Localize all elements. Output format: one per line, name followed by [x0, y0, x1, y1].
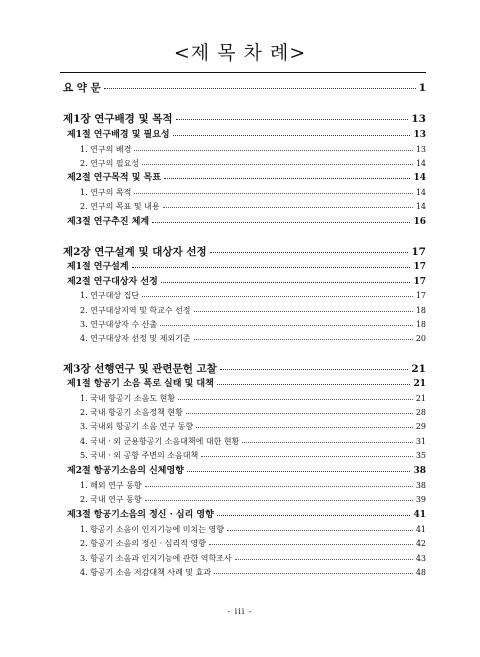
toc-entry[interactable] — [67, 278, 426, 287]
dot-leader — [214, 573, 413, 574]
toc-entry[interactable] — [80, 189, 426, 197]
dot-leader — [152, 222, 410, 223]
dot-leader — [220, 369, 409, 370]
toc-entry-page: 14 — [415, 188, 426, 197]
toc-entry-page: 17 — [411, 246, 426, 258]
toc-entry-label: 요 약 문 — [63, 82, 101, 94]
toc-entry[interactable] — [67, 131, 426, 140]
toc-entry[interactable] — [63, 247, 426, 258]
dot-leader — [145, 486, 413, 487]
toc-entry[interactable] — [80, 526, 426, 534]
toc-entry-page: 13 — [415, 145, 426, 154]
toc-entry-page: 35 — [415, 451, 426, 460]
toc-entry[interactable] — [80, 423, 426, 431]
toc-entry-label: 1. 연구대상 집단 — [80, 291, 140, 300]
toc-entry-label: 4. 항공기 소음 저감대책 사례 및 효과 — [80, 568, 212, 577]
toc-entry[interactable] — [80, 203, 426, 211]
toc-entry-page: 1 — [418, 82, 426, 94]
toc-entry[interactable] — [67, 467, 426, 476]
toc-entry-label: 2. 국내 항공기 소음정책 현황 — [80, 408, 183, 417]
toc-entry[interactable] — [63, 364, 426, 375]
toc-entry-label: 1. 해외 연구 동향 — [80, 481, 142, 490]
toc-entry[interactable] — [80, 482, 426, 490]
toc-entry-label: 제3절 항공기소음의 정신 · 심리 영향 — [67, 510, 214, 520]
toc-entry-label: 제1절 항공기 소음 폭로 실태 및 대책 — [67, 379, 214, 389]
toc-entry-label: 제3장 선행연구 및 관련문헌 고찰 — [63, 363, 217, 375]
toc-entry-page: 38 — [413, 466, 426, 476]
dot-leader — [176, 119, 409, 120]
toc-entry-page: 39 — [415, 495, 426, 504]
toc-entry[interactable] — [80, 146, 426, 154]
toc-entry-page: 20 — [415, 334, 426, 343]
dot-leader — [196, 427, 413, 428]
dot-leader — [201, 456, 413, 457]
dot-leader — [194, 311, 413, 312]
toc-entry-label: 1. 연구의 목적 — [80, 188, 132, 197]
dot-leader — [160, 325, 413, 326]
toc-entry-page: 38 — [415, 481, 426, 490]
toc-entry-label: 3. 연구대상자 수 산출 — [80, 320, 158, 329]
dot-leader — [178, 399, 413, 400]
title-rule — [60, 72, 426, 73]
toc-entry[interactable] — [63, 114, 426, 125]
dot-leader — [217, 515, 411, 516]
toc-entry-page: 18 — [415, 320, 426, 329]
toc-entry[interactable] — [67, 218, 426, 227]
toc-entry[interactable] — [67, 380, 426, 389]
toc-entry-label: 3. 항공기 소음과 인지기능에 관한 역학조사 — [80, 554, 232, 563]
toc-entry[interactable] — [63, 83, 426, 94]
toc-entry-page: 28 — [415, 408, 426, 417]
toc-entry[interactable] — [80, 335, 426, 343]
page-number: - iii - — [227, 607, 253, 616]
toc-entry-label: 1. 국내 항공기 소음도 현황 — [80, 394, 176, 403]
toc-entry-label: 제2장 연구설계 및 대상자 선정 — [63, 246, 207, 258]
toc-entry-label: 제2절 항공기소음의 신체영향 — [67, 466, 184, 476]
toc-entry-label: 제1절 연구배경 및 필요성 — [67, 130, 170, 140]
toc-entry-label: 2. 항공기 소음의 정신 · 심리적 영향 — [80, 539, 206, 548]
toc-entry[interactable] — [80, 409, 426, 417]
toc-entry-page: 14 — [415, 159, 426, 168]
dot-leader — [164, 178, 411, 179]
toc-entry-page: 13 — [413, 130, 426, 140]
dot-leader — [104, 88, 416, 89]
toc-entry[interactable] — [80, 438, 426, 446]
toc-entry-page: 42 — [415, 539, 426, 548]
toc-entry-label: 2. 연구대상지역 및 학교수 선정 — [80, 306, 191, 315]
toc-entry-label: 제1절 연구설계 — [67, 262, 129, 272]
dot-leader — [145, 500, 413, 501]
toc-entry[interactable] — [80, 555, 426, 563]
toc-entry-page: 17 — [413, 277, 426, 287]
toc-entry[interactable] — [80, 292, 426, 300]
dot-leader — [134, 150, 412, 151]
toc-entry-page: 16 — [413, 217, 426, 227]
dot-leader — [209, 544, 413, 545]
toc-entry-label: 제2절 연구목적 및 목표 — [67, 173, 161, 183]
dot-leader — [227, 530, 413, 531]
toc-entry-page: 48 — [415, 568, 426, 577]
dot-leader — [186, 413, 413, 414]
toc-entry-page: 14 — [413, 173, 426, 183]
toc-entry-page: 21 — [411, 363, 426, 375]
toc-entry-label: 제2절 연구대상자 선정 — [67, 277, 158, 287]
dot-leader — [161, 282, 411, 283]
dot-leader — [210, 252, 409, 253]
toc-entry-label: 2. 연구의 목표 및 내용 — [80, 202, 160, 211]
toc-entry[interactable] — [80, 569, 426, 577]
dot-leader — [194, 339, 413, 340]
toc-entry-page: 17 — [415, 291, 426, 300]
toc-entry[interactable] — [80, 452, 426, 460]
toc-entry-page: 13 — [411, 113, 426, 125]
toc-entry-label: 1. 항공기 소음이 인지기능에 미치는 영향 — [80, 525, 224, 534]
toc-entry[interactable] — [80, 540, 426, 548]
toc-entry[interactable] — [80, 307, 426, 315]
toc-entry-page: 21 — [415, 394, 426, 403]
dot-leader — [187, 471, 411, 472]
toc-entry[interactable] — [80, 160, 426, 168]
toc-entry-page: 41 — [415, 525, 426, 534]
toc-entry-page: 31 — [415, 437, 426, 446]
toc-entry-label: 5. 국내 · 외 공항 주변의 소음대책 — [80, 451, 199, 460]
toc-entry[interactable] — [67, 174, 426, 183]
toc-entry-label: 4. 국내 · 외 군용항공기 소음대책에 대한 현황 — [80, 437, 240, 446]
toc-entry[interactable] — [67, 511, 426, 520]
toc-entry-label: 제3절 연구추진 체계 — [67, 217, 150, 227]
toc-entry-page: 17 — [413, 262, 426, 272]
toc-entry-label: 제1장 연구배경 및 목적 — [63, 113, 173, 125]
toc-entry-label: 1. 연구의 배경 — [80, 145, 132, 154]
dot-leader — [173, 135, 411, 136]
toc-entry-page: 21 — [413, 379, 426, 389]
dot-leader — [163, 207, 413, 208]
page-title: <제 목 차 례> — [173, 42, 307, 64]
toc-entry-label: 3. 국내외 항공기 소음 연구 동향 — [80, 422, 194, 431]
toc-entry[interactable] — [80, 496, 426, 504]
toc-entry-label: 2. 연구의 필요성 — [80, 159, 140, 168]
toc-entry-page: 18 — [415, 306, 426, 315]
toc-entry-label: 2. 국내 연구 동향 — [80, 495, 142, 504]
toc-entry-page: 43 — [415, 554, 426, 563]
toc-entry[interactable] — [80, 321, 426, 329]
dot-leader — [242, 442, 412, 443]
toc-entry-page: 41 — [413, 510, 426, 520]
toc-entry-page: 29 — [415, 422, 426, 431]
dot-leader — [235, 559, 413, 560]
toc-entry-label: 4. 연구대상자 선정 및 제외기준 — [80, 334, 191, 343]
dot-leader — [217, 384, 411, 385]
toc-entry-page: 14 — [415, 202, 426, 211]
dot-leader — [134, 193, 412, 194]
dot-leader — [142, 296, 413, 297]
dot-leader — [132, 267, 411, 268]
toc-entry[interactable] — [80, 395, 426, 403]
toc-entry[interactable] — [67, 263, 426, 272]
dot-leader — [142, 164, 413, 165]
